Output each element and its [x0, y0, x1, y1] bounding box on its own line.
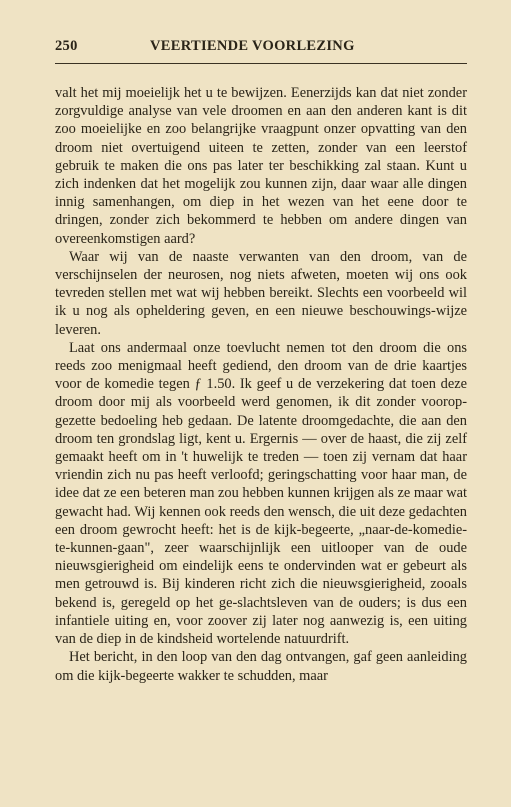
running-head: VEERTIENDE VOORLEZING: [150, 38, 355, 54]
paragraph: Waar wij van de naaste verwanten van den droom, van de verschijnselen der neurosen, nog niets afweten, moeten wij ons ook tevreden stellen met wat wij hebben bereikt. Slechts een voorbeeld wil ik u nog als opheldering geven, en een nieuwe beschouwings-wijze leveren.: [55, 248, 467, 338]
page-header: [55, 38, 467, 55]
paragraph: Laat ons andermaal onze toevlucht nemen tot den droom die ons reeds zoo menigmaal heeft gediend, den droom van de drie kaartjes voor de komedie tegen ƒ 1.50. Ik geef u de verzekering dat toen deze droom door mij als voorbeeld werd genomen, ik dit zonder voorop-gezette bedoeling heb gedaan. De latente droomgedachte, die aan den droom ten grondslag ligt, kent u. Ergernis — over de haast, die zij zelf gemaakt heeft om in 't huwelijk te treden — toen zij vernam dat haar vriendin zich nu pas heeft verloofd; geringschatting voor haar man, de idee dat ze een beteren man zou hebben kunnen krijgen als ze maar wat gewacht had. Wij kennen ook reeds den wensch, die uit deze gedachten een droom gewrocht heeft: het is de kijk-begeerte, „naar-de-komedie-te-kunnen-gaan", zeer waarschijnlijk een uitlooper van de oude nieuwsgierigheid om eindelijk eens te ondervinden wat er gebeurt als men getrouwd is. Bij kinderen richt zich die nieuwsgierigheid, zooals bekend is, geregeld op het ge-slachtsleven van de ouders; is dus een infantiele uiting en, voor zoover zij later nog aanwezig is, een uiting van de diep in de kindsheid wortelende natuurdrift.: [55, 339, 467, 648]
body-text: [55, 84, 467, 685]
page-number: 250: [55, 38, 78, 54]
paragraph: Het bericht, in den loop van den dag ontvangen, gaf geen aanleiding om die kijk-begeerte wakker te schudden, maar: [55, 649, 467, 684]
header-rule: [55, 63, 467, 64]
paragraph: valt het mij moeielijk het u te bewijzen. Eenerzijds kan dat niet zonder zorgvuldige analyse van vele droomen en aan den anderen kant is dit zoo moeielijke en zoo belangrijke vraagpunt onzer opvatting van den droom niet overtuigend uiteen te zetten, zonder van een leerstof gebruik te maken die ons pas later ter beschikking zal staan. Kunt u zich indenken dat het mogelijk zou kunnen zijn, daar waar alle dingen innig samenhangen, om diep in het wezen van het eene door te dringen, zonder zich bekommerd te hebben om andere dingen van overeenkomstigen aard?: [55, 85, 467, 247]
